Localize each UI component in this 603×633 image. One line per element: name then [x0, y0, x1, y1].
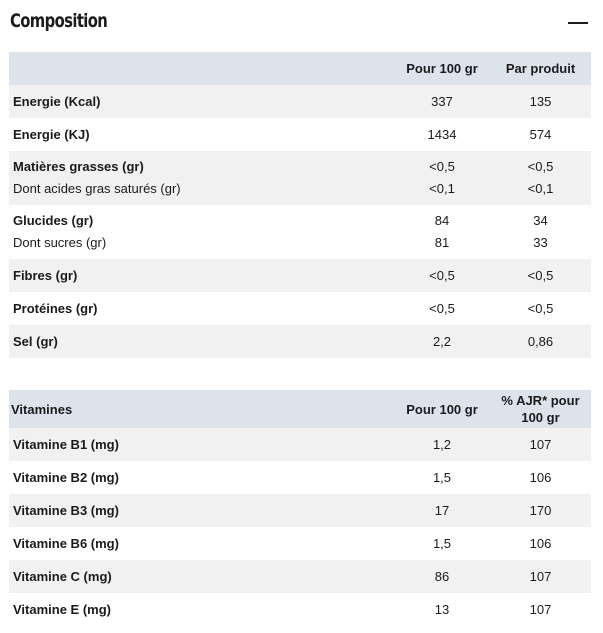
vitamin-per100: 13: [434, 602, 450, 617]
nutrition-row: [9, 292, 591, 325]
nutrition-row: [9, 259, 591, 292]
nutrient-per100: <0,5: [429, 159, 455, 174]
nutrition-header-product: Par produit: [505, 61, 576, 76]
minus-icon-bar: [568, 22, 588, 24]
vitamin-label: Vitamine E (mg): [13, 602, 112, 617]
nutrient-per100: 84: [434, 213, 450, 228]
nutrient-label: Glucides (gr): [13, 213, 94, 228]
nutrient-label: Energie (Kcal): [13, 94, 101, 109]
vitamin-ajr: 107: [529, 569, 552, 584]
minus-icon[interactable]: [565, 12, 593, 32]
nutrition-row: [9, 325, 591, 358]
nutrient-per100: 1434: [427, 127, 457, 142]
nutrient-sub-per100: 81: [434, 235, 450, 250]
nutrient-per100: 337: [431, 94, 453, 109]
nutrient-product: 0,86: [527, 334, 554, 349]
nutrition-row: [9, 205, 591, 259]
vitamins-header-label: Vitamines: [11, 401, 73, 417]
nutrient-label: Matières grasses (gr): [13, 159, 144, 174]
vitamin-ajr: 106: [529, 536, 552, 551]
vitamin-per100: 1,2: [432, 437, 452, 452]
vitamin-row: [9, 593, 591, 626]
nutrient-sub-product: <0,1: [527, 181, 554, 196]
nutrition-header-label: [9, 52, 394, 85]
nutrient-label: Energie (KJ): [13, 127, 90, 142]
vitamin-label: Vitamine B6 (mg): [13, 536, 119, 551]
vitamin-ajr: 107: [529, 602, 552, 617]
vitamin-row: [9, 560, 591, 593]
nutrition-row: [9, 118, 591, 151]
vitamin-ajr: 106: [529, 470, 552, 485]
nutrient-product: <0,5: [527, 301, 554, 316]
nutrient-product: 34: [533, 213, 548, 228]
vitamin-per100: 1,5: [432, 470, 452, 485]
vitamins-table: [9, 390, 591, 626]
vitamin-per100: 86: [434, 569, 450, 584]
section-title: Composition: [10, 10, 108, 32]
vitamin-ajr: 107: [529, 437, 552, 452]
nutrient-sublabel: Dont sucres (gr): [13, 235, 107, 250]
vitamin-ajr: 170: [529, 503, 552, 518]
nutrient-per100: 2,2: [432, 334, 452, 349]
nutrition-row: [9, 85, 591, 118]
nutrient-product: 574: [529, 127, 552, 142]
nutrient-sub-product: 33: [533, 235, 548, 250]
composition-header[interactable]: [0, 0, 603, 50]
nutrient-label: Fibres (gr): [13, 268, 78, 283]
vitamin-per100: 1,5: [432, 536, 452, 551]
vitamin-label: Vitamine B2 (mg): [13, 470, 119, 485]
vitamin-row: [9, 494, 591, 527]
vitamin-row: [9, 428, 591, 461]
nutrient-label: Protéines (gr): [13, 301, 98, 316]
nutrient-product: <0,5: [527, 159, 554, 174]
nutrient-sublabel: Dont acides gras saturés (gr): [13, 181, 181, 196]
nutrition-row: [9, 151, 591, 205]
vitamin-row: [9, 527, 591, 560]
vitamins-header-ajr: % AJR* pour 100 gr: [501, 393, 580, 425]
nutrition-table: [9, 52, 591, 358]
vitamin-row: [9, 461, 591, 494]
vitamin-label: Vitamine B1 (mg): [13, 437, 119, 452]
vitamin-label: Vitamine C (mg): [13, 569, 112, 584]
nutrition-header-row: [9, 52, 591, 85]
vitamin-label: Vitamine B3 (mg): [13, 503, 119, 518]
nutrient-product: 135: [529, 94, 552, 109]
nutrient-label: Sel (gr): [13, 334, 58, 349]
nutrition-header-per100: Pour 100 gr: [406, 61, 478, 76]
nutrient-per100: <0,5: [429, 268, 455, 283]
vitamin-per100: 17: [434, 503, 450, 518]
vitamins-header-row: [9, 390, 591, 428]
vitamins-header-per100: Pour 100 gr: [406, 401, 478, 417]
nutrient-per100: <0,5: [429, 301, 455, 316]
nutrient-sub-per100: <0,1: [429, 181, 455, 196]
nutrient-product: <0,5: [527, 268, 554, 283]
